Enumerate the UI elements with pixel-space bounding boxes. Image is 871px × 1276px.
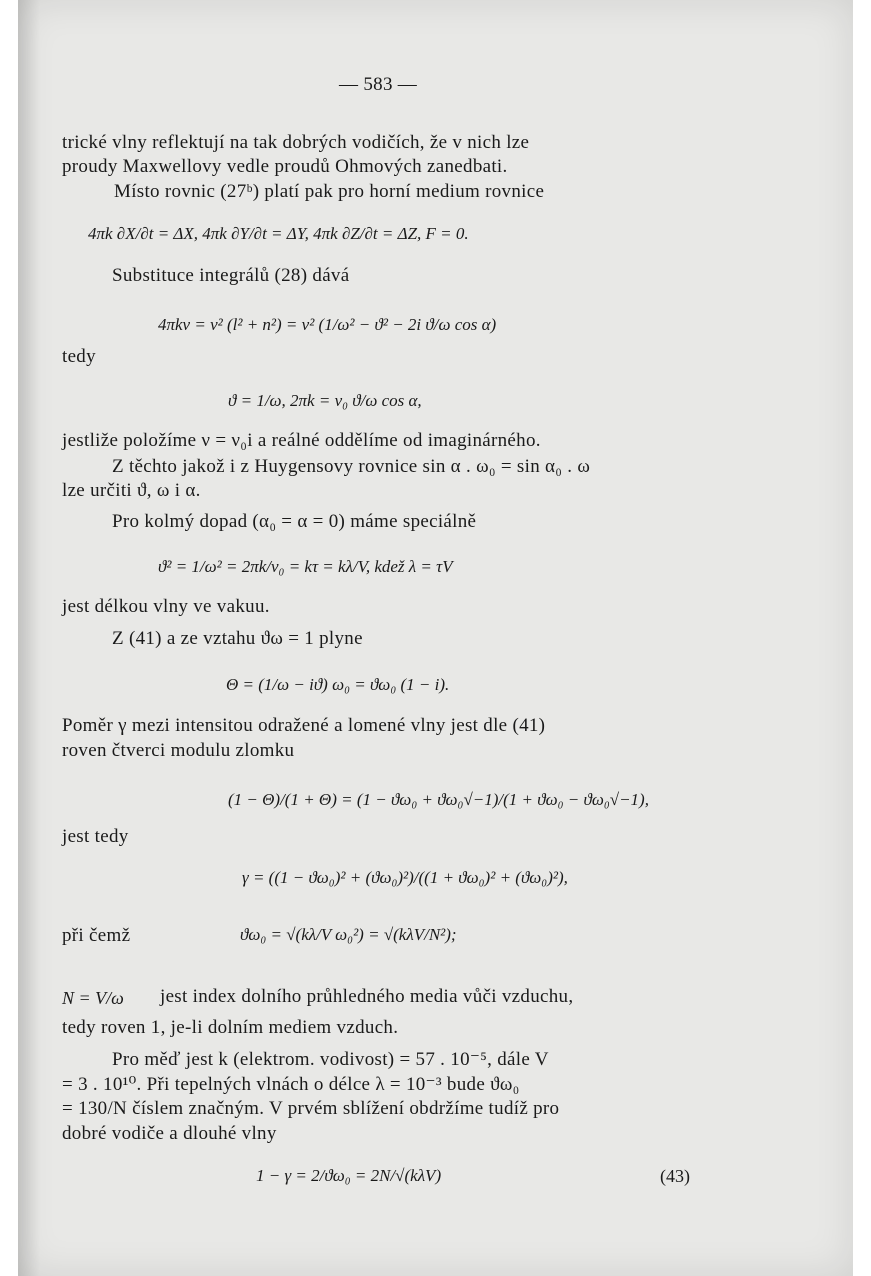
text-line: při čemž [62, 925, 131, 946]
text-line: dobré vodiče a dlouhé vlny [62, 1123, 277, 1144]
text-line: Pro měď jest k (elektrom. vodivost) = 57 . 10⁻⁵, dále V [112, 1049, 549, 1070]
text-line: Z těchto jakož i z Huygensovy rovnice sin α . ω₀ = sin α₀ . ω [112, 456, 591, 477]
equation: 4πk ∂X/∂t = ΔX, 4πk ∂Y/∂t = ΔY, 4πk ∂Z/∂t = ΔZ, F = 0. [88, 224, 469, 243]
equation: 4πkν = ν² (l² + n²) = ν² (1/ω² − ϑ² − 2i ϑ/ω cos α) [158, 315, 497, 334]
text-line: jest index dolního průhledného media vůči vzduchu, [160, 986, 574, 1007]
equation: ϑω₀ = √(kλ/V ω₀²) = √(kλV/N²); [240, 925, 457, 944]
text-line: tedy roven 1, je-li dolním mediem vzduch. [62, 1017, 399, 1038]
text-line: Místo rovnic (27ᵇ) platí pak pro horní medium rovnice [114, 181, 545, 202]
equation: ϑ² = 1/ω² = 2πk/ν₀ = kτ = kλ/V, kdež λ = τV [158, 557, 453, 576]
equation: 1 − γ = 2/ϑω₀ = 2N/√(kλV) [256, 1166, 442, 1185]
text-line: Z (41) a ze vztahu ϑω = 1 plyne [112, 628, 363, 649]
equation: (1 − Θ)/(1 + Θ) = (1 − ϑω₀ + ϑω₀√−1)/(1 + ϑω₀ − ϑω₀√−1), [228, 790, 649, 809]
text-line: jest tedy [62, 826, 129, 847]
text-line: tedy [62, 346, 96, 367]
text-line: lze určiti ϑ, ω i α. [62, 480, 201, 501]
text-line: Poměr γ mezi intensitou odražené a lomené vlny jest dle (41) [62, 715, 546, 736]
page-number: — 583 — [339, 74, 418, 95]
text-line: jest délkou vlny ve vakuu. [62, 596, 270, 617]
equation: Θ = (1/ω − iϑ) ω₀ = ϑω₀ (1 − i). [226, 675, 450, 694]
equation: N = V/ω [62, 988, 124, 1008]
text-line: proudy Maxwellovy vedle proudů Ohmových zanedbati. [62, 156, 508, 177]
text-line: Pro kolmý dopad (α₀ = α = 0) máme speciálně [112, 511, 477, 532]
text-line: roven čtverci modulu zlomku [62, 740, 295, 761]
text-line: trické vlny reflektují na tak dobrých vodičích, že v nich lze [62, 132, 530, 153]
text-line: Substituce integrálů (28) dává [112, 265, 350, 286]
text-line: = 130/N číslem značným. V prvém sblížení obdržíme tudíž pro [62, 1098, 560, 1119]
book-page [18, 0, 853, 1276]
equation: γ = ((1 − ϑω₀)² + (ϑω₀)²)/((1 + ϑω₀)² + (ϑω₀)²), [242, 868, 568, 887]
equation: ϑ = 1/ω, 2πk = ν₀ ϑ/ω cos α, [228, 391, 422, 410]
equation-number: (43) [660, 1166, 690, 1186]
text-line: = 3 . 10¹⁰. Při tepelných vlnách o délce λ = 10⁻³ bude ϑω₀ [62, 1074, 520, 1095]
text-line: jestliže položíme ν = ν₀i a reálné oddělíme od imaginárného. [62, 430, 541, 451]
